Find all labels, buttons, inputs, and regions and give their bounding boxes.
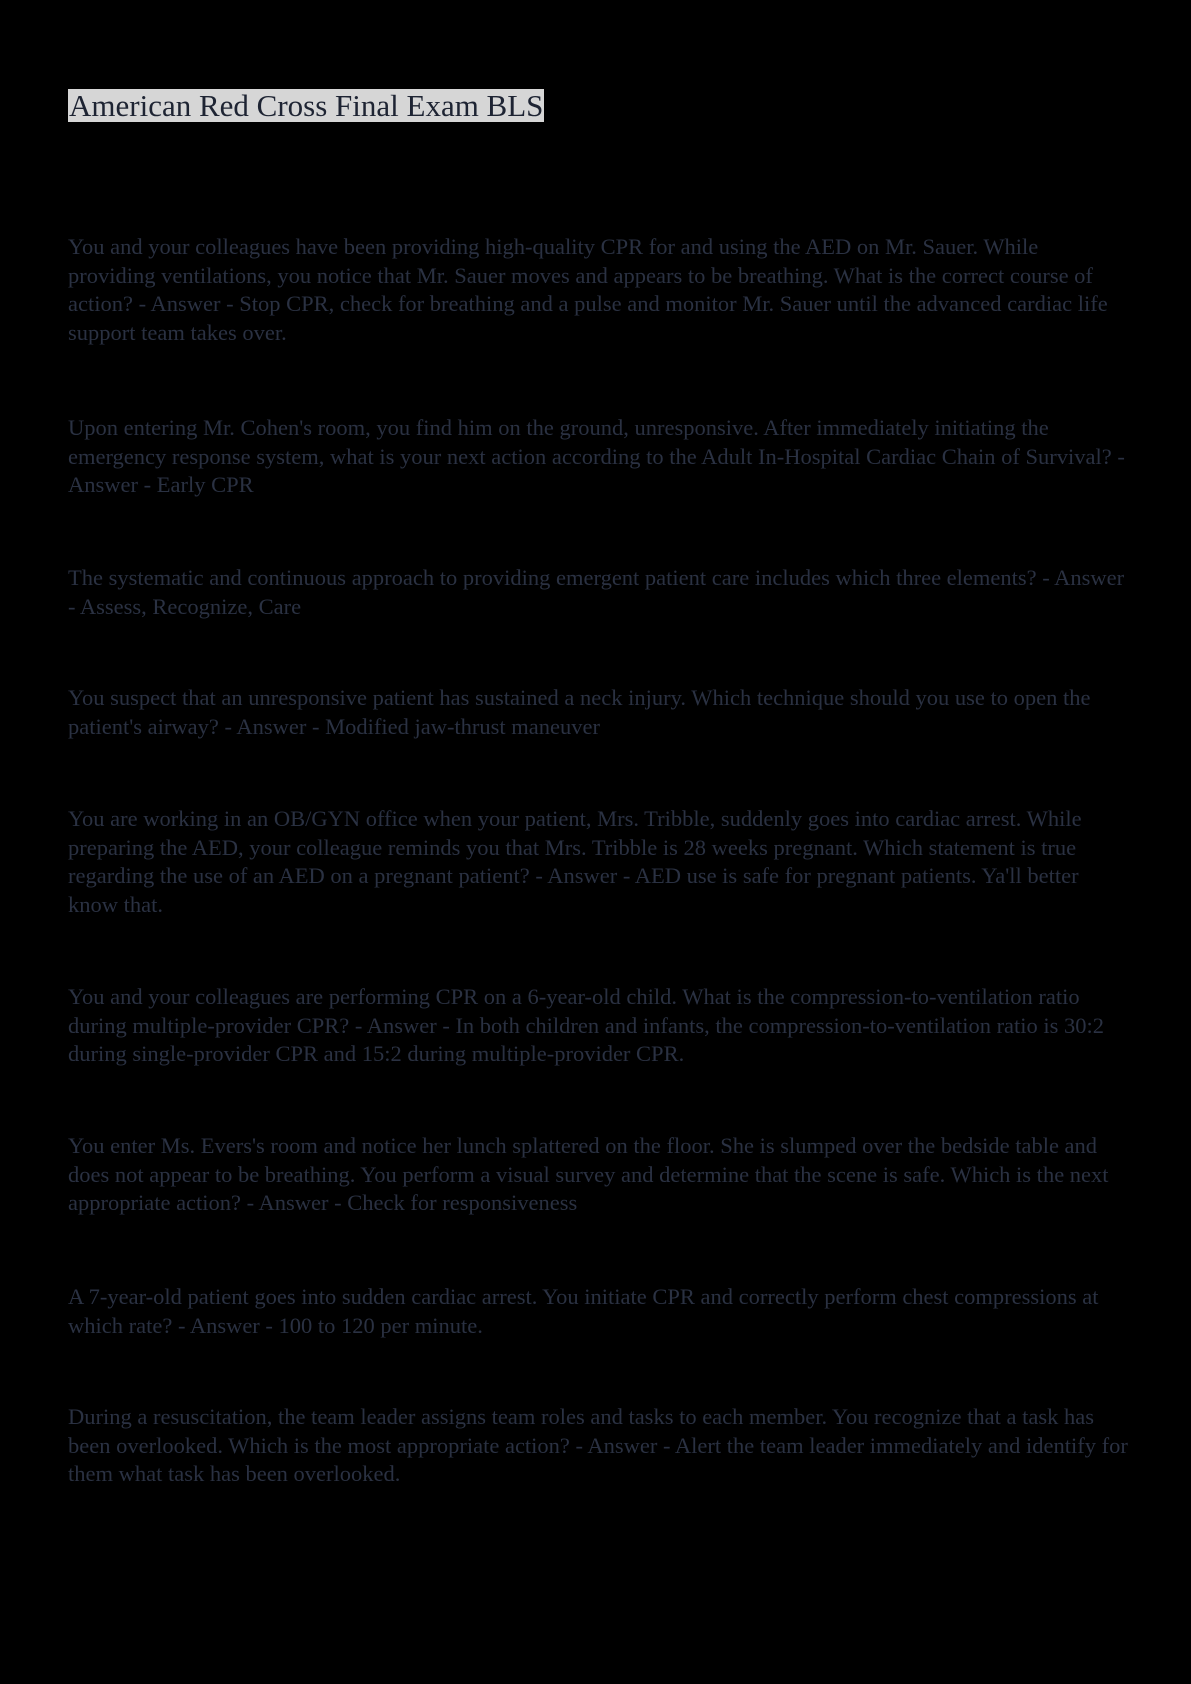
qa-item-1: You and your colleagues have been providing high-quality CPR for and using the AED on Mr. Sauer. While providing ventilations, you notice that Mr. Sauer moves and appears to be breathing. What is the correct course of action? - Answer - Stop CPR, check for breathing and a pulse and monitor Mr. Sauer until the advanced cardiac life support team takes over. bbox=[68, 234, 1108, 345]
qa-item-6: You and your colleagues are performing CPR on a 6-year-old child. What is the compression-to-ventilation ratio during multiple-provider CPR? - Answer - In both children and infants, the compression-to-ventilation ratio is 30:2 during single-provider CPR and 15:2 during multiple-provider CPR. bbox=[68, 984, 1105, 1066]
qa-item-9: During a resuscitation, the team leader assigns team roles and tasks to each member. You recognize that a task has been overlooked. Which is the most appropriate action? - Answer - Alert the team leader immediately and identify for them what task has been overlooked. bbox=[68, 1404, 1128, 1486]
qa-item-8: A 7-year-old patient goes into sudden cardiac arrest. You initiate CPR and correctly perform chest compressions at which rate? - Answer - 100 to 120 per minute. bbox=[68, 1284, 1099, 1338]
qa-item-7: You enter Ms. Evers's room and notice her lunch splattered on the floor. She is slumped over the bedside table and does not appear to be breathing. You perform a visual survey and determine that the scene is safe. Which is the next appropriate action? - Answer - Check for responsiveness bbox=[68, 1133, 1109, 1215]
qa-item-4: You suspect that an unresponsive patient has sustained a neck injury. Which technique should you use to open the patient's airway? - Answer - Modified jaw-thrust maneuver bbox=[68, 685, 1091, 739]
document-title: American Red Cross Final Exam BLS bbox=[69, 88, 544, 123]
qa-item-2: Upon entering Mr. Cohen's room, you find him on the ground, unresponsive. After immediately initiating the emergency response system, what is your next action according to the Adult In-Hospital Cardiac Chain of Survival? - Answer - Early CPR bbox=[68, 415, 1125, 497]
qa-item-3: The systematic and continuous approach to providing emergent patient care includes which three elements? - Answer - Assess, Recognize, Care bbox=[68, 565, 1125, 619]
qa-item-5: You are working in an OB/GYN office when your patient, Mrs. Tribble, suddenly goes into cardiac arrest. While preparing the AED, your colleague reminds you that Mrs. Tribble is 28 weeks pregnant. Which statement is true regarding the use of an AED on a pregnant patient? - Answer - AED use is safe for pregnant patients. Ya'll better know that. bbox=[68, 806, 1082, 917]
